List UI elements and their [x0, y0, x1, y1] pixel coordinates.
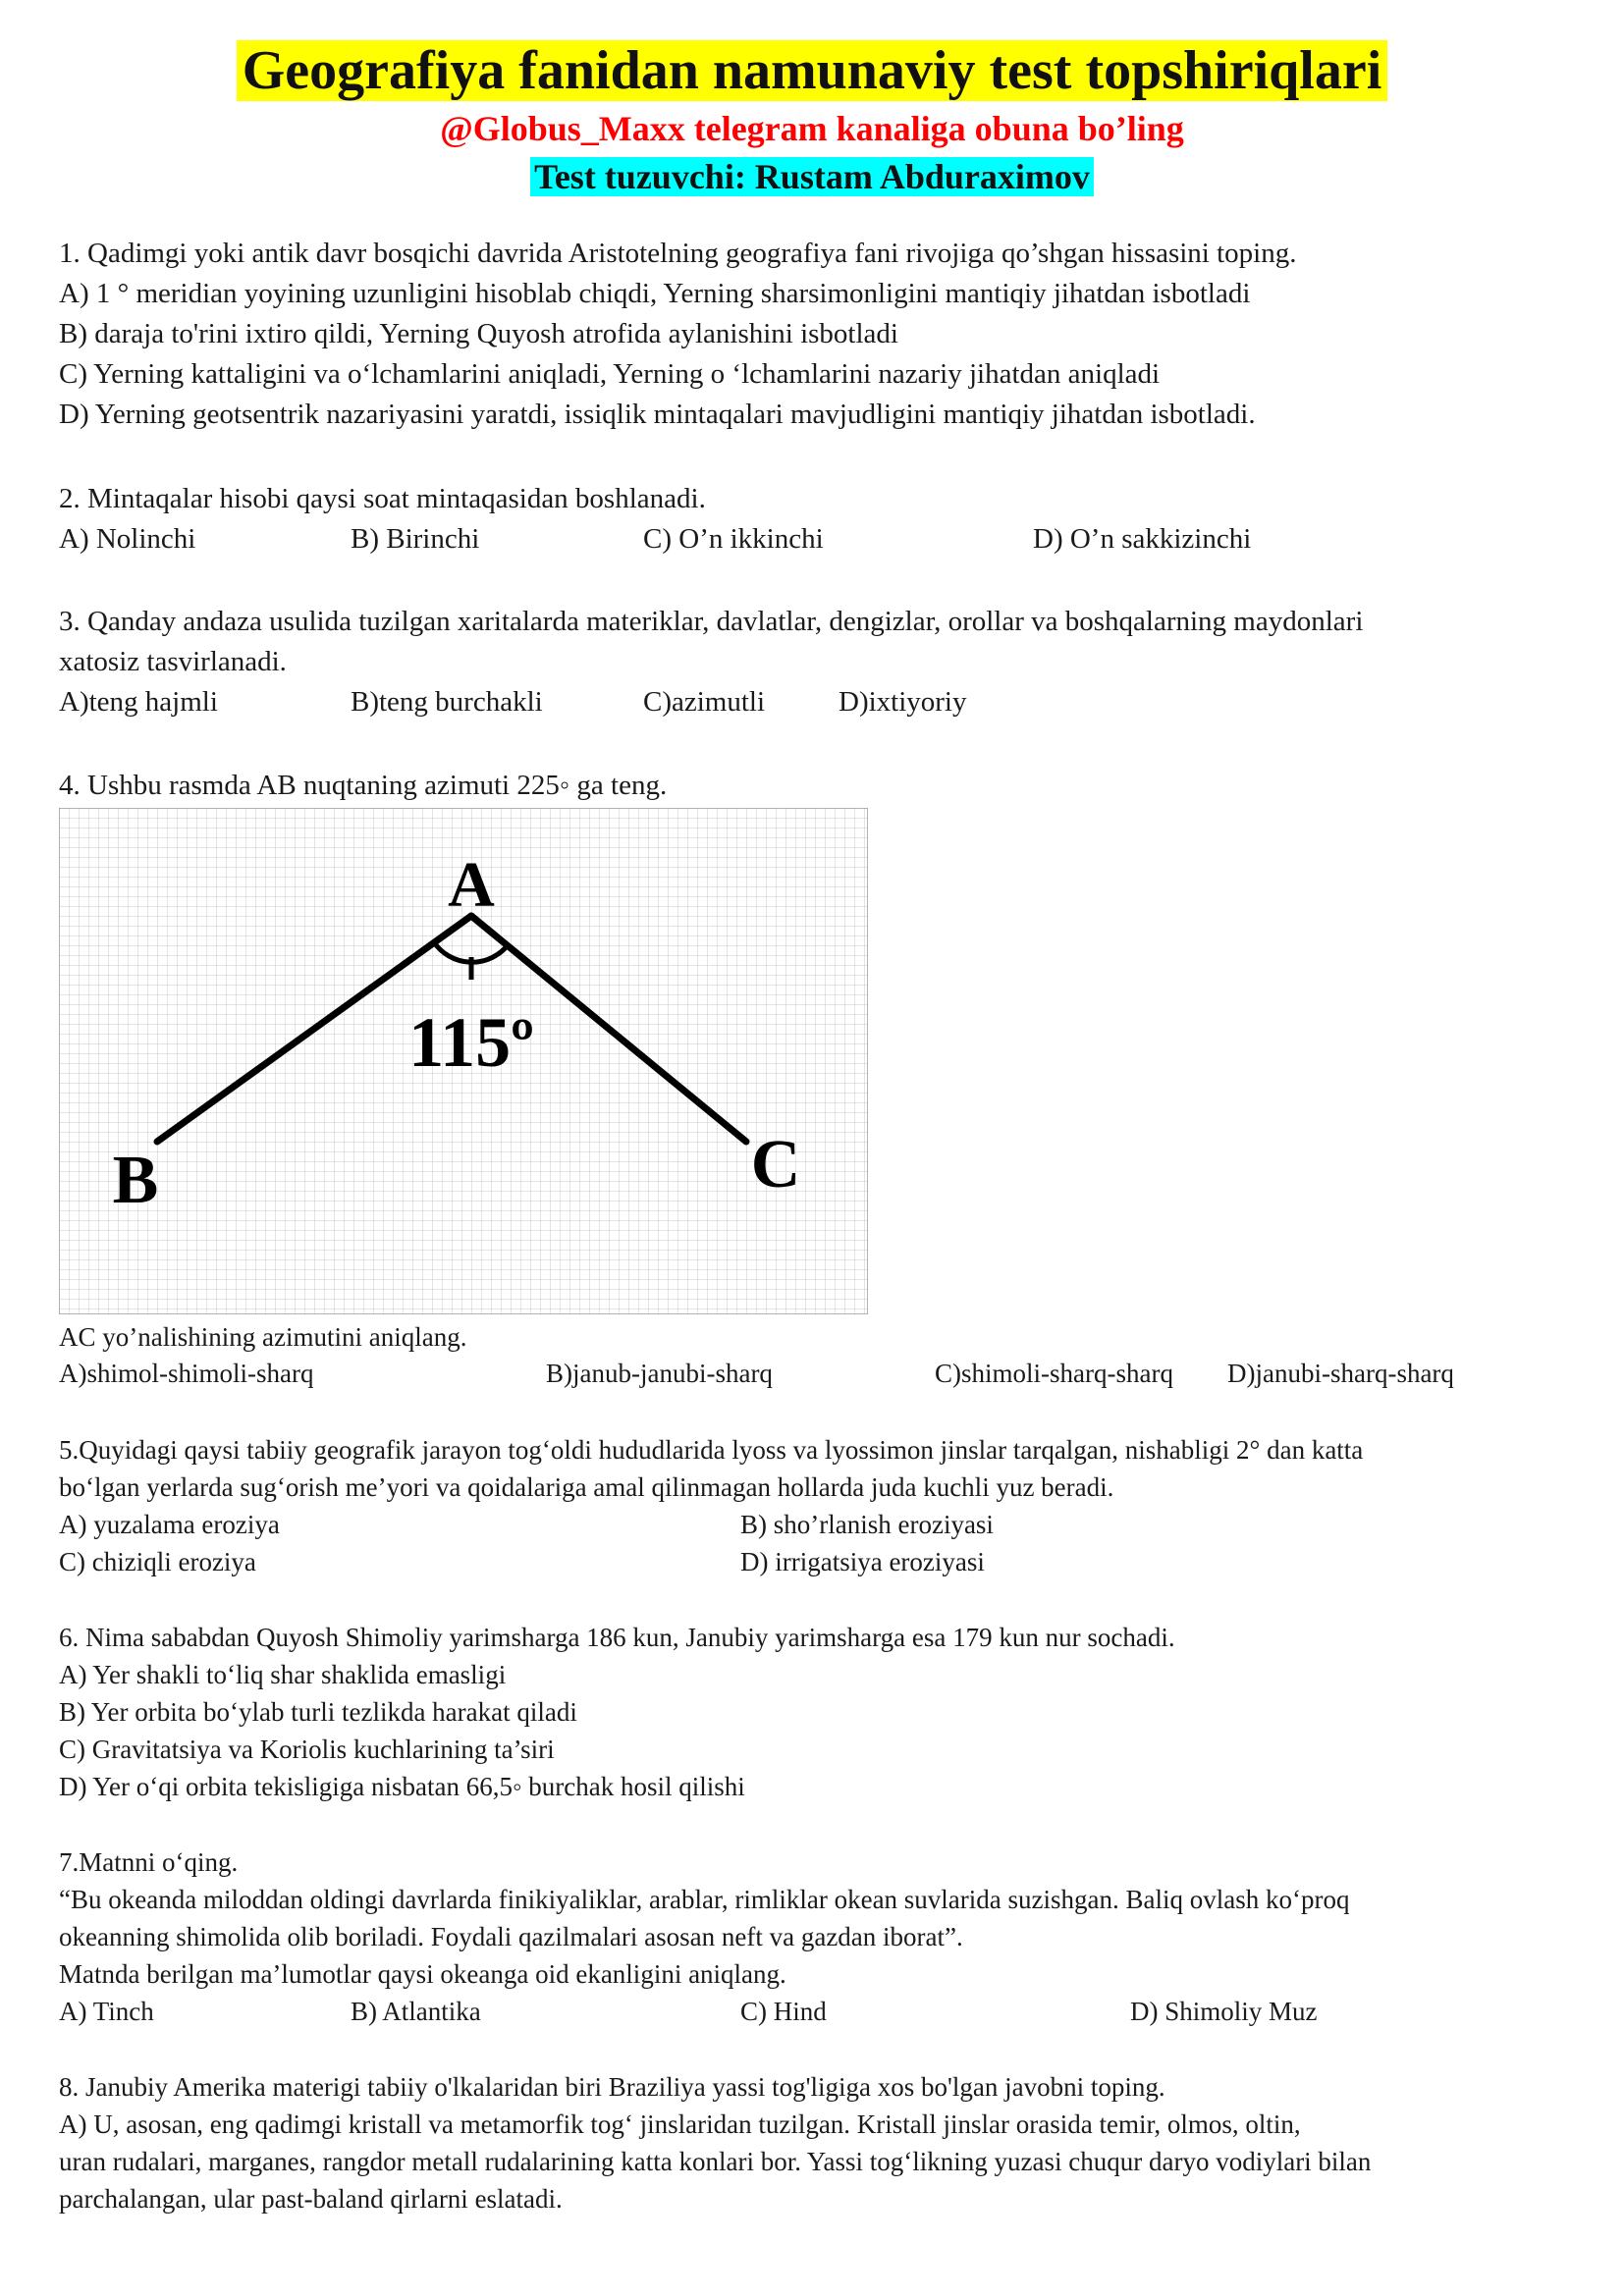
q8-option-a-line2: uran rudalari, marganes, rangdor metall rudalarining katta konlari bor. Yassi tog‘likning yuzasi chuqur daryo vodiylari bilan	[59, 2147, 1372, 2176]
q7-quote-line2: okeanning shimolida olib boriladi. Foydali qazilmalari asosan neft va gazdan iborat”.	[59, 1922, 963, 1951]
q1-option-c: C) Yerning kattaligini va o‘lchamlarini aniqladi, Yerning o ‘lchamlarini nazariy jihatdan aniqladi	[59, 358, 1161, 390]
q4-option-d: D)janubi-sharq-sharq	[1227, 1359, 1454, 1388]
q4-option-c: C)shimoli-sharq-sharq	[935, 1359, 1173, 1388]
point-a-label: A	[448, 849, 495, 921]
q5-option-d: D) irrigatsiya eroziyasi	[740, 1547, 985, 1576]
angle-label: 115º	[408, 1003, 534, 1082]
q8-option-a-line3: parchalangan, ular past-baland qirlarni eslatadi.	[59, 2184, 563, 2214]
q3-option-c: C)azimutli	[643, 686, 766, 718]
q7-question: Matnda berilgan ma’lumotlar qaysi okeanga oid ekanligini aniqlang.	[59, 1959, 786, 1989]
q4-text: 4. Ushbu rasmda AB nuqtaning azimuti 225◦ ga teng.	[59, 770, 668, 801]
author-credit: Test tuzuvchi: Rustam Abduraximov	[530, 157, 1094, 196]
q6-text: 6. Nima sababdan Quyosh Shimoliy yarimsharga 186 kun, Janubiy yarimsharga esa 179 kun nur sochadi.	[59, 1623, 1175, 1652]
q8-option-a-line1: A) U, asosan, eng qadimgi kristall va metamorfik tog‘ jinslaridan tuzilgan. Kristall jinslar orasida temir, olmos, oltin,	[59, 2109, 1301, 2139]
q4-question: AC yo’nalishining azimutini aniqlang.	[59, 1322, 467, 1352]
q1-text: 1. Qadimgi yoki antik davr bosqichi davrida Aristotelning geografiya fani rivojiga qo’shgan hissasini toping.	[59, 238, 1297, 269]
q6-option-a: A) Yer shakli to‘liq shar shaklida emasligi	[59, 1660, 507, 1689]
page-title: Geografiya fanidan namunaviy test topshiriqlari	[237, 40, 1388, 101]
q7-option-b: B) Atlantika	[351, 1997, 481, 2026]
q7-option-a: A) Tinch	[59, 1997, 154, 2026]
q8-text: 8. Janubiy Amerika materigi tabiiy o'lkalaridan biri Braziliya yassi tog'ligiga xos bo'lgan javobni toping.	[59, 2072, 1165, 2102]
telegram-promo: @Globus_Maxx telegram kanaliga obuna bo’ling	[440, 109, 1184, 148]
q3-text-line2: xatosiz tasvirlanadi.	[59, 646, 287, 677]
q7-quote-line1: “Bu okeanda miloddan oldingi davrlarda finikiyaliklar, arablar, rimliklar okean suvlarida suzishgan. Baliq ovlash ko‘proq	[59, 1885, 1350, 1914]
q7-text: 7.Matnni o‘qing.	[59, 1847, 239, 1877]
q7-option-c: C) Hind	[740, 1997, 827, 2026]
q3-option-d: D)ixtiyoriy	[839, 686, 967, 718]
q7-option-d: D) Shimoliy Muz	[1130, 1997, 1318, 2026]
q2-option-d: D) O’n sakkizinchi	[1033, 523, 1252, 555]
q1-option-d: D) Yerning geotsentrik nazariyasini yaratdi, issiqlik mintaqalari mavjudligini mantiqiy jihatdan isbotladi.	[59, 399, 1256, 430]
q2-text: 2. Mintaqalar hisobi qaysi soat mintaqasidan boshlanadi.	[59, 483, 706, 514]
q6-option-b: B) Yer orbita bo‘ylab turli tezlikda harakat qiladi	[59, 1697, 577, 1727]
q1-option-b: B) daraja to'rini ixtiro qildi, Yerning Quyosh atrofida aylanishini isbotladi	[59, 318, 898, 349]
q5-text-line2: bo‘lgan yerlarda sug‘orish me’yori va qoidalariga amal qilinmagan hollarda juda kuchli yuz beradi.	[59, 1472, 1114, 1502]
point-b-label: B	[112, 1143, 159, 1218]
q3-text-line1: 3. Qanday andaza usulida tuzilgan xaritalarda materiklar, davlatlar, dengizlar, orollar va boshqalarning maydonlari	[59, 606, 1364, 637]
page-title-wrap	[0, 35, 1624, 106]
q2-option-b: B) Birinchi	[351, 523, 480, 555]
q6-option-c: C) Gravitatsiya va Koriolis kuchlarining ta’siri	[59, 1735, 555, 1764]
q2-option-a: A) Nolinchi	[59, 523, 196, 555]
author-wrap	[0, 154, 1624, 199]
q1-option-a: A) 1 ° meridian yoyining uzunligini hisoblab chiqdi, Yerning sharsimonligini mantiqiy jihatdan isbotladi	[59, 278, 1251, 309]
q5-option-a: A) yuzalama eroziya	[59, 1510, 280, 1539]
q5-text-line1: 5.Quyidagi qaysi tabiiy geografik jarayon tog‘oldi hududlarida lyoss va lyossimon jinslar tarqalgan, nishabligi 2° dan katta	[59, 1435, 1364, 1465]
q2-option-c: C) O’n ikkinchi	[643, 523, 824, 555]
q4-option-a: A)shimol-shimoli-sharq	[59, 1359, 314, 1388]
q3-option-a: A)teng hajmli	[59, 686, 218, 718]
azimuth-figure	[59, 808, 868, 1314]
q5-option-b: B) sho’rlanish eroziyasi	[740, 1510, 994, 1539]
point-c-label: C	[750, 1127, 801, 1202]
q4-option-b: B)janub-janubi-sharq	[546, 1359, 773, 1388]
q6-option-d: D) Yer o‘qi orbita tekisligiga nisbatan 66,5◦ burchak hosil qilishi	[59, 1772, 745, 1801]
q5-option-c: C) chiziqli eroziya	[59, 1547, 256, 1576]
q3-option-b: B)teng burchakli	[351, 686, 543, 718]
